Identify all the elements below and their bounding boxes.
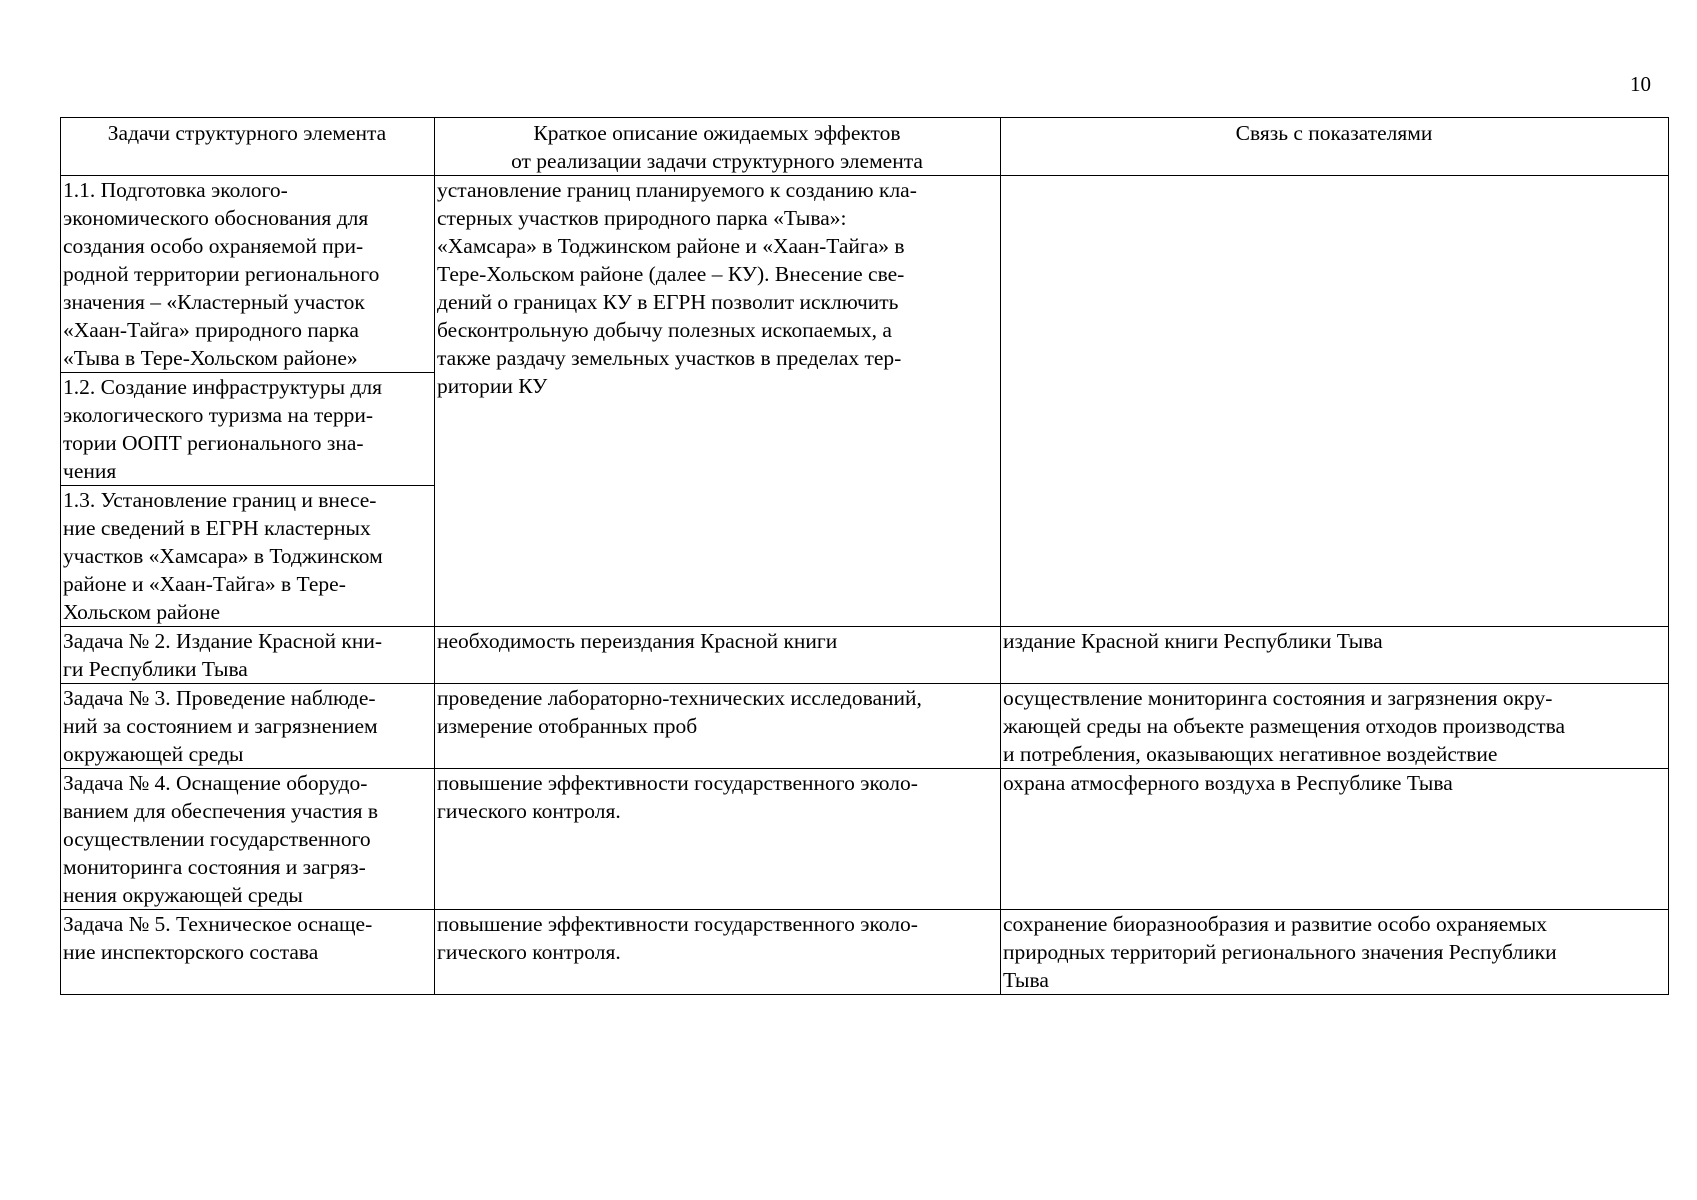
indicator-cell: осуществление мониторинга состояния и загрязнения окру- жающей среды на объекте размещения отходов производства и потребления, оказывающих негативное воздействие xyxy=(1001,684,1669,769)
structural-element-tasks-table xyxy=(60,117,1669,995)
table-row xyxy=(61,176,1669,373)
indicator-cell: издание Красной книги Республики Тыва xyxy=(1001,627,1669,684)
effect-cell: повышение эффективности государственного эколо- гического контроля. xyxy=(435,769,1001,910)
effect-cell: установление границ планируемого к созданию кла- стерных участков природного парка «Тыва»: «Хамсара» в Тоджинском районе и «Хаан-Тайга» в Тере-Хольском районе (далее – КУ). Внесение све- дений о границах КУ в ЕГРН позволит исключить бесконтрольную добычу полезных ископаемых, а также раздачу земельных участков в пределах тер- ритории КУ xyxy=(435,176,1001,627)
header-indicators: Связь с показателями xyxy=(1001,118,1669,176)
table-row xyxy=(61,769,1669,910)
task-cell: Задача № 2. Издание Красной кни- ги Республики Тыва xyxy=(61,627,435,684)
task-cell: Задача № 5. Техническое оснаще- ние инспекторского состава xyxy=(61,910,435,995)
task-cell: Задача № 3. Проведение наблюде- ний за состоянием и загрязнением окружающей среды xyxy=(61,684,435,769)
task-cell: 1.2. Создание инфраструктуры для экологического туризма на терри- тории ООПТ регионального зна- чения xyxy=(61,373,435,486)
table-row xyxy=(61,684,1669,769)
task-cell: 1.1. Подготовка эколого- экономического обоснования для создания особо охраняемой при- родной территории регионального значения – «Кластерный участок «Хаан-Тайга» природного парка «Тыва в Тере-Хольском районе» xyxy=(61,176,435,373)
indicator-cell: охрана атмосферного воздуха в Республике Тыва xyxy=(1001,769,1669,910)
effect-cell: необходимость переиздания Красной книги xyxy=(435,627,1001,684)
header-effects: Краткое описание ожидаемых эффектов от реализации задачи структурного элемента xyxy=(435,118,1001,176)
table-row xyxy=(61,627,1669,684)
page-number: 10 xyxy=(1630,72,1651,96)
indicator-cell: сохранение биоразнообразия и развитие особо охраняемых природных территорий регионального значения Республики Тыва xyxy=(1001,910,1669,995)
task-cell: Задача № 4. Оснащение оборудо- ванием для обеспечения участия в осуществлении государственного мониторинга состояния и загряз- нения окружающей среды xyxy=(61,769,435,910)
table-row xyxy=(61,910,1669,995)
indicator-cell xyxy=(1001,176,1669,627)
header-tasks: Задачи структурного элемента xyxy=(61,118,435,176)
table-header-row xyxy=(61,118,1669,176)
effect-cell: проведение лабораторно-технических исследований, измерение отобранных проб xyxy=(435,684,1001,769)
effect-cell: повышение эффективности государственного эколо- гического контроля. xyxy=(435,910,1001,995)
task-cell: 1.3. Установление границ и внесе- ние сведений в ЕГРН кластерных участков «Хамсара» в Тоджинском районе и «Хаан-Тайга» в Тере- Хольском районе xyxy=(61,486,435,627)
